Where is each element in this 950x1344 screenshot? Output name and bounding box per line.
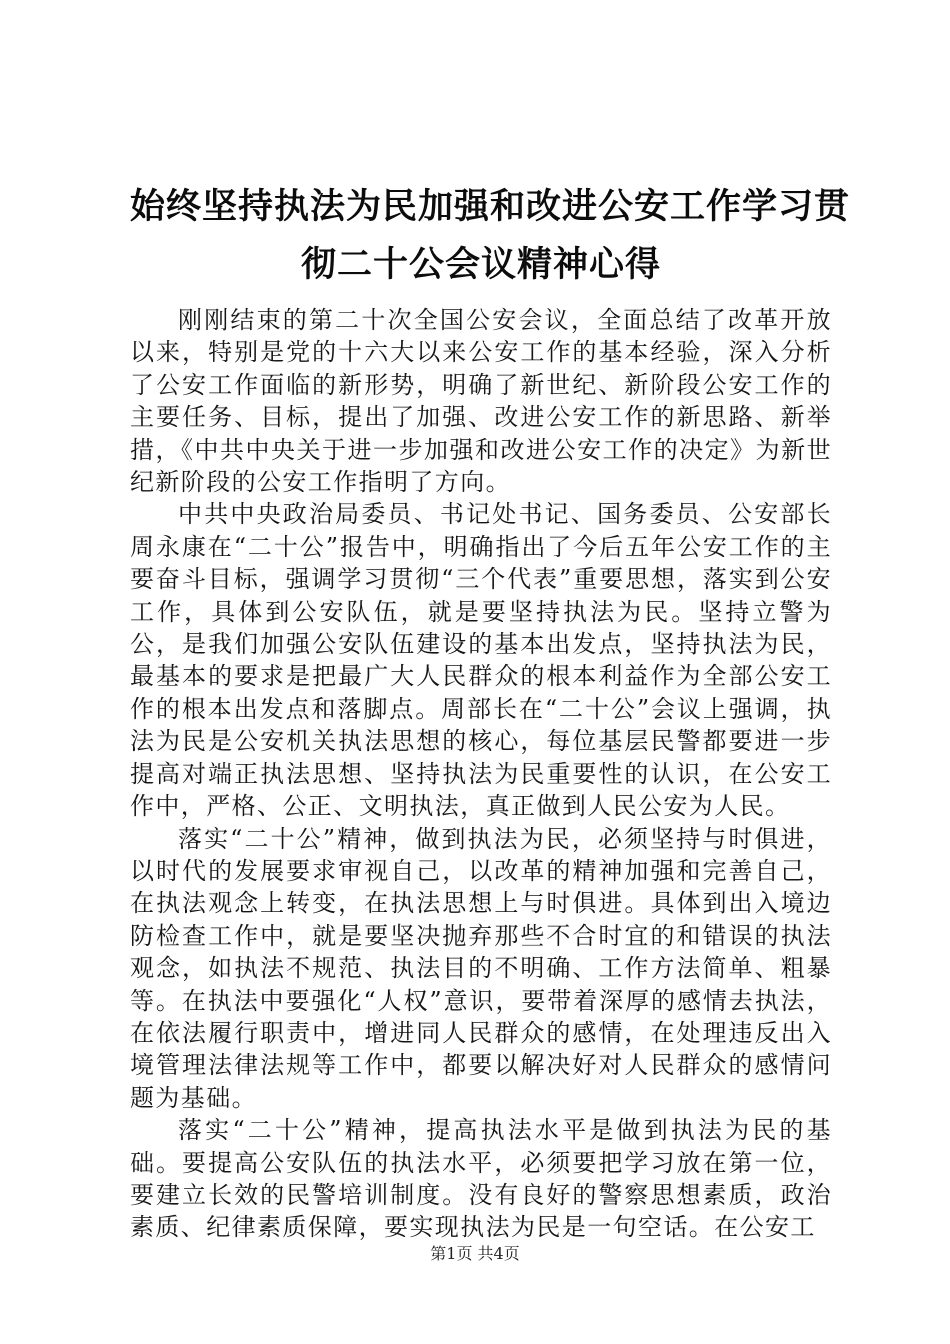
title-line-2: 彻二十公会议精神心得 [300, 244, 661, 285]
paragraph-3: 落实“二十公”精神，做到执法为民，必须坚持与时俱进，以时代的发展要求审视自己，以改革的精神加强和完善自己，在执法观念上转变，在执法思想上与时俱进。具体到出入境边防检查工作中，就是要坚决抛弃那些不合时宜的和错误的执法观念，如执法不规范、执法目的不明确、工作方法简单、粗暴等。在执法中要强化“人权”意识，要带着深厚的感情去执法，在依法履行职责中，增进同人民群众的感情，在处理违反出入境管理法律法规等工作中，都要以解决好对人民群众的感情问题为基础。 [130, 824, 832, 1112]
paragraph-2: 中共中央政治局委员、书记处书记、国务委员、公安部长周永康在“二十公”报告中，明确指出了今后五年公安工作的主要奋斗目标，强调学习贯彻“三个代表”重要思想，落实到公安工作，具体到公安队伍，就是要坚持执法为民。坚持立警为公，是我们加强公安队伍建设的基本出发点，坚持执法为民，最基本的要求是把最广大人民群众的根本利益作为全部公安工作的根本出发点和落脚点。周部长在“二十公”会议上强调，执法为民是公安机关执法思想的核心，每位基层民警都要进一步提高对端正执法思想、坚持执法为民重要性的认识，在公安工作中，严格、公正、文明执法，真正做到人民公安为人民。 [130, 500, 832, 821]
document-body [130, 304, 832, 1244]
document-title [130, 178, 851, 294]
paragraph-1: 刚刚结束的第二十次全国公安会议，全面总结了改革开放以来，特别是党的十六大以来公安工作的基本经验，深入分析了公安工作面临的新形势，明确了新世纪、新阶段公安工作的主要任务、目标，提出了加强、改进公安工作的新思路、新举措，《中共中央关于进一步加强和改进公安工作的决定》为新世纪新阶段的公安工作指明了方向。 [130, 306, 832, 497]
title-line-1: 始终坚持执法为民加强和改进公安工作学习贯 [130, 186, 851, 227]
paragraph-4: 落实“二十公”精神，提高执法水平是做到执法为民的基础。要提高公安队伍的执法水平，必须要把学习放在第一位，要建立长效的民警培训制度。没有良好的警察思想素质，政治素质、纪律素质保障，要实现执法为民是一句空话。在公安工 [130, 1116, 832, 1242]
page-footer: 第1页 共4页 [430, 1244, 520, 1263]
